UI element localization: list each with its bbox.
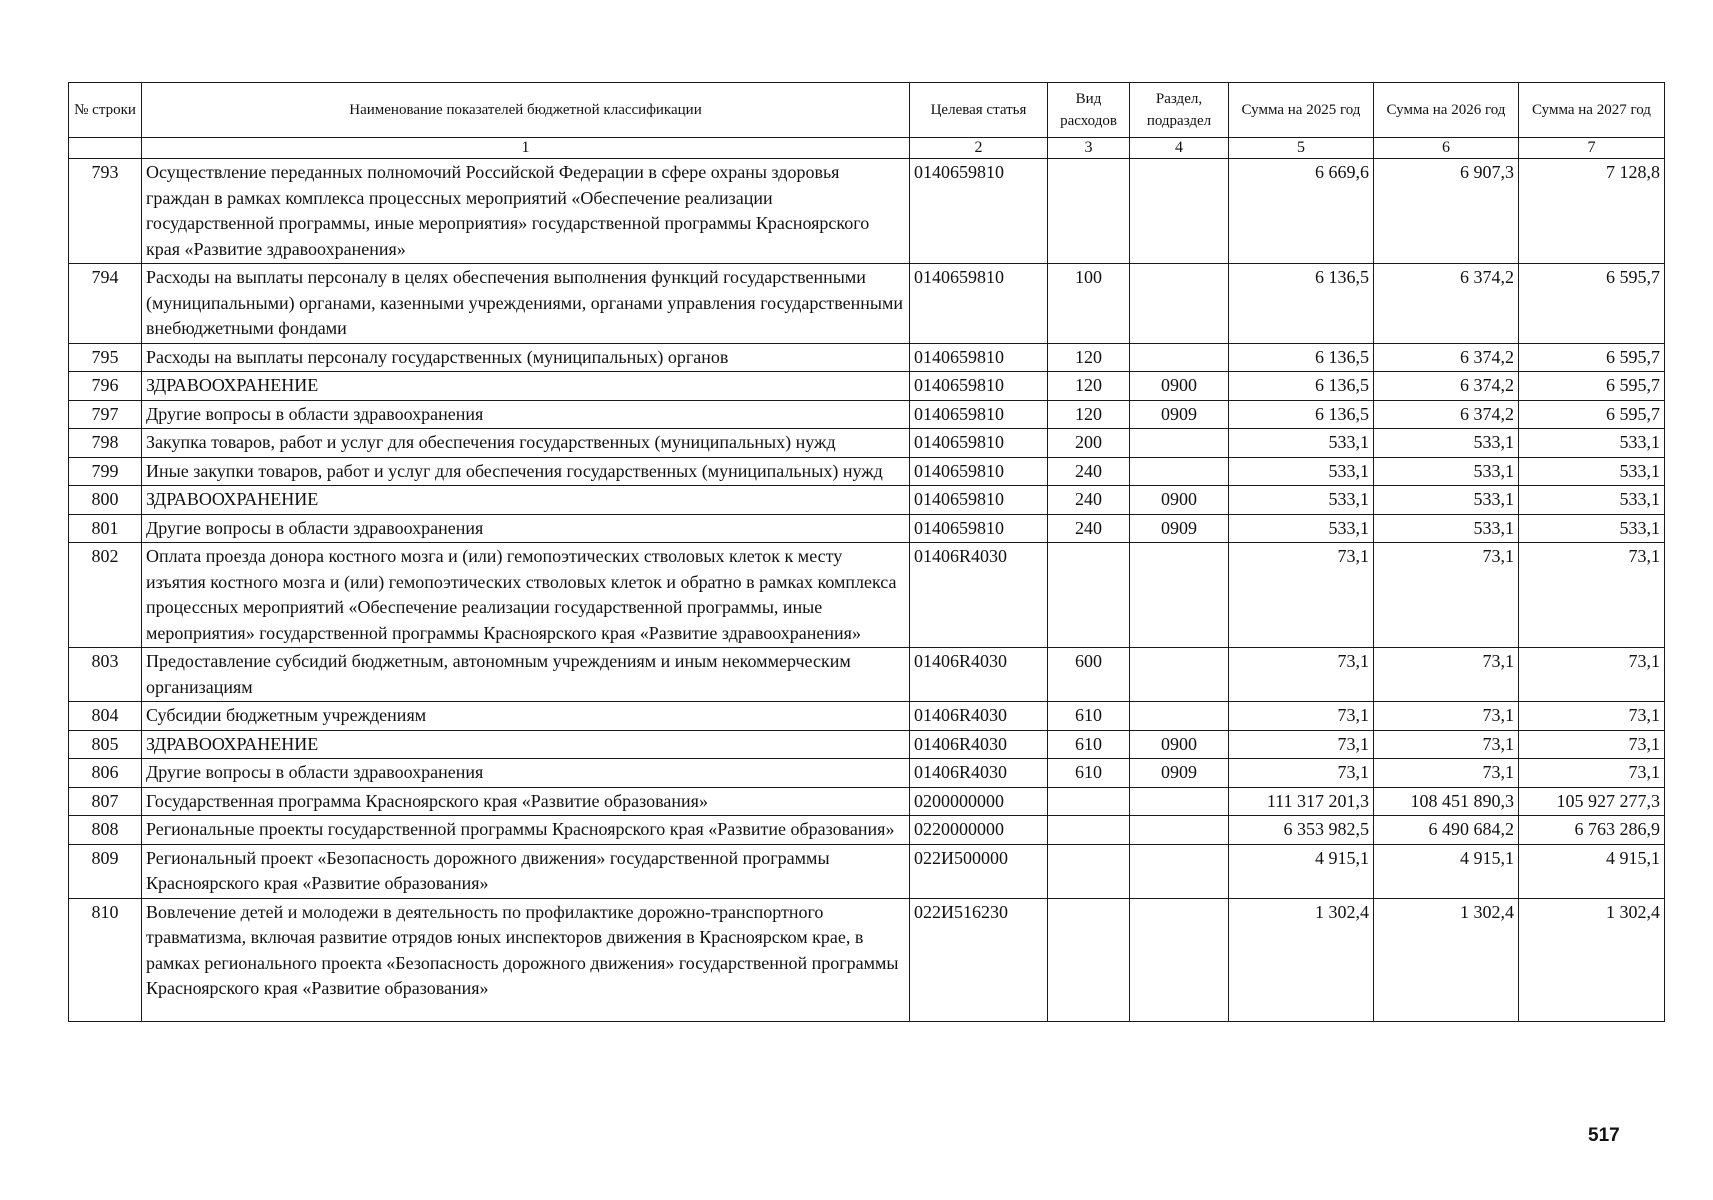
cell-sum-2026: 73,1 — [1374, 543, 1519, 648]
cell-sum-2026: 4 915,1 — [1374, 844, 1519, 898]
column-index: 6 — [1374, 138, 1519, 159]
header-sum-2027: Сумма на 2027 год — [1519, 83, 1665, 138]
cell-target-article: 01406R4030 — [910, 702, 1048, 731]
cell-indicator-name: Субсидии бюджетным учреждениям — [142, 702, 910, 731]
header-indicator-name: Наименование показателей бюджетной классификации — [142, 83, 910, 138]
cell-indicator-name: Закупка товаров, работ и услуг для обеспечения государственных (муниципальных) нужд — [142, 429, 910, 458]
filler-cell — [1130, 1003, 1229, 1022]
filler-cell — [1048, 1003, 1130, 1022]
cell-sum-2027: 6 595,7 — [1519, 400, 1665, 429]
cell-expense-type: 120 — [1048, 372, 1130, 401]
column-index: 3 — [1048, 138, 1130, 159]
cell-row-number: 794 — [69, 264, 142, 344]
cell-sum-2025: 111 317 201,3 — [1229, 787, 1374, 816]
cell-expense-type: 120 — [1048, 343, 1130, 372]
column-index-row — [69, 138, 1665, 159]
cell-sum-2027: 73,1 — [1519, 730, 1665, 759]
header-sum-2025: Сумма на 2025 год — [1229, 83, 1374, 138]
cell-sum-2027: 533,1 — [1519, 429, 1665, 458]
cell-row-number: 805 — [69, 730, 142, 759]
cell-sum-2025: 533,1 — [1229, 457, 1374, 486]
table-row — [69, 759, 1665, 788]
column-index: 1 — [142, 138, 910, 159]
table-row — [69, 457, 1665, 486]
cell-row-number: 800 — [69, 486, 142, 515]
cell-sum-2025: 6 136,5 — [1229, 372, 1374, 401]
column-index: 7 — [1519, 138, 1665, 159]
table-row — [69, 816, 1665, 845]
cell-target-article: 01406R4030 — [910, 648, 1048, 702]
cell-row-number: 808 — [69, 816, 142, 845]
cell-target-article: 0140659810 — [910, 159, 1048, 264]
table-body — [69, 159, 1665, 1022]
cell-indicator-name: Вовлечение детей и молодежи в деятельность по профилактике дорожно-транспортного травматизма, включая развитие отрядов юных инспекторов движения в Красноярском крае, в рамках регионального проекта «Безопасность дорожного движения» государственной программы Красноярского края «Развитие образования» — [142, 898, 910, 1003]
cell-target-article: 01406R4030 — [910, 759, 1048, 788]
cell-expense-type — [1048, 844, 1130, 898]
table-row — [69, 898, 1665, 1003]
cell-indicator-name: ЗДРАВООХРАНЕНИЕ — [142, 486, 910, 515]
page-number: 517 — [1588, 1125, 1620, 1146]
cell-target-article: 022И516230 — [910, 898, 1048, 1003]
cell-expense-type — [1048, 543, 1130, 648]
cell-target-article: 0140659810 — [910, 372, 1048, 401]
cell-sum-2025: 73,1 — [1229, 759, 1374, 788]
cell-sum-2026: 73,1 — [1374, 730, 1519, 759]
cell-expense-type: 100 — [1048, 264, 1130, 344]
table-row — [69, 787, 1665, 816]
table-row — [69, 543, 1665, 648]
column-index-empty — [69, 138, 142, 159]
cell-expense-type — [1048, 898, 1130, 1003]
filler-cell — [69, 1003, 142, 1022]
cell-target-article: 0140659810 — [910, 514, 1048, 543]
cell-sum-2025: 6 136,5 — [1229, 264, 1374, 344]
cell-sum-2025: 6 669,6 — [1229, 159, 1374, 264]
cell-section — [1130, 543, 1229, 648]
cell-sum-2025: 73,1 — [1229, 543, 1374, 648]
cell-sum-2026: 6 374,2 — [1374, 400, 1519, 429]
cell-target-article: 0140659810 — [910, 400, 1048, 429]
cell-target-article: 0140659810 — [910, 486, 1048, 515]
cell-sum-2027: 6 595,7 — [1519, 372, 1665, 401]
cell-expense-type — [1048, 787, 1130, 816]
cell-target-article: 0200000000 — [910, 787, 1048, 816]
cell-expense-type: 610 — [1048, 730, 1130, 759]
cell-sum-2027: 73,1 — [1519, 702, 1665, 731]
filler-cell — [142, 1003, 910, 1022]
cell-row-number: 799 — [69, 457, 142, 486]
cell-section: 0909 — [1130, 514, 1229, 543]
cell-sum-2025: 533,1 — [1229, 429, 1374, 458]
cell-sum-2026: 533,1 — [1374, 514, 1519, 543]
cell-sum-2027: 6 763 286,9 — [1519, 816, 1665, 845]
cell-row-number: 798 — [69, 429, 142, 458]
cell-sum-2027: 7 128,8 — [1519, 159, 1665, 264]
cell-sum-2026: 73,1 — [1374, 702, 1519, 731]
cell-sum-2027: 73,1 — [1519, 543, 1665, 648]
cell-sum-2026: 73,1 — [1374, 648, 1519, 702]
budget-table-container — [68, 82, 1665, 1022]
cell-sum-2027: 6 595,7 — [1519, 264, 1665, 344]
cell-target-article: 01406R4030 — [910, 543, 1048, 648]
cell-expense-type: 240 — [1048, 457, 1130, 486]
cell-expense-type: 120 — [1048, 400, 1130, 429]
cell-expense-type — [1048, 159, 1130, 264]
cell-indicator-name: Другие вопросы в области здравоохранения — [142, 514, 910, 543]
cell-section — [1130, 844, 1229, 898]
cell-target-article: 0140659810 — [910, 457, 1048, 486]
cell-sum-2026: 6 907,3 — [1374, 159, 1519, 264]
cell-sum-2026: 1 302,4 — [1374, 898, 1519, 1003]
cell-section — [1130, 264, 1229, 344]
cell-row-number: 795 — [69, 343, 142, 372]
cell-sum-2026: 533,1 — [1374, 429, 1519, 458]
cell-section — [1130, 816, 1229, 845]
cell-indicator-name: Региональный проект «Безопасность дорожного движения» государственной программы Красноярского края «Развитие образования» — [142, 844, 910, 898]
column-index: 4 — [1130, 138, 1229, 159]
cell-sum-2026: 108 451 890,3 — [1374, 787, 1519, 816]
column-index: 5 — [1229, 138, 1374, 159]
cell-section: 0909 — [1130, 759, 1229, 788]
cell-sum-2027: 1 302,4 — [1519, 898, 1665, 1003]
header-row-number: № строки — [69, 83, 142, 138]
cell-indicator-name: Другие вопросы в области здравоохранения — [142, 400, 910, 429]
cell-sum-2027: 533,1 — [1519, 486, 1665, 515]
cell-expense-type — [1048, 816, 1130, 845]
cell-row-number: 810 — [69, 898, 142, 1003]
cell-section — [1130, 787, 1229, 816]
cell-row-number: 793 — [69, 159, 142, 264]
header-sum-2026: Сумма на 2026 год — [1374, 83, 1519, 138]
cell-indicator-name: Государственная программа Красноярского края «Развитие образования» — [142, 787, 910, 816]
table-row — [69, 159, 1665, 264]
cell-section — [1130, 343, 1229, 372]
cell-section — [1130, 429, 1229, 458]
cell-row-number: 802 — [69, 543, 142, 648]
filler-cell — [1519, 1003, 1665, 1022]
cell-section — [1130, 648, 1229, 702]
table-row — [69, 486, 1665, 515]
cell-expense-type: 610 — [1048, 702, 1130, 731]
filler-cell — [1229, 1003, 1374, 1022]
cell-expense-type: 200 — [1048, 429, 1130, 458]
cell-row-number: 796 — [69, 372, 142, 401]
cell-section: 0900 — [1130, 372, 1229, 401]
table-row — [69, 730, 1665, 759]
cell-row-number: 797 — [69, 400, 142, 429]
cell-indicator-name: Иные закупки товаров, работ и услуг для обеспечения государственных (муниципальных) нужд — [142, 457, 910, 486]
cell-row-number: 809 — [69, 844, 142, 898]
cell-section: 0909 — [1130, 400, 1229, 429]
header-section: Раздел, подраздел — [1130, 83, 1229, 138]
cell-sum-2025: 1 302,4 — [1229, 898, 1374, 1003]
cell-target-article: 0220000000 — [910, 816, 1048, 845]
table-row — [69, 343, 1665, 372]
cell-sum-2025: 6 136,5 — [1229, 343, 1374, 372]
cell-section: 0900 — [1130, 486, 1229, 515]
filler-cell — [910, 1003, 1048, 1022]
cell-sum-2027: 6 595,7 — [1519, 343, 1665, 372]
cell-indicator-name: Региональные проекты государственной программы Красноярского края «Развитие образования» — [142, 816, 910, 845]
cell-expense-type: 600 — [1048, 648, 1130, 702]
cell-indicator-name: Расходы на выплаты персоналу в целях обеспечения выполнения функций государственными (муниципальными) органами, казенными учреждениями, органами управления государственными внебюджетными фондами — [142, 264, 910, 344]
cell-section — [1130, 159, 1229, 264]
cell-expense-type: 240 — [1048, 514, 1130, 543]
cell-indicator-name: Оплата проезда донора костного мозга и (или) гемопоэтических стволовых клеток к месту изъятия костного мозга и (или) гемопоэтических стволовых клеток и обратно в рамках комплекса процессных мероприятий «Обеспечение реализации государственной программы, иные мероприятия» государственной программы Красноярского края «Развитие здравоохранения» — [142, 543, 910, 648]
cell-sum-2026: 6 374,2 — [1374, 264, 1519, 344]
cell-indicator-name: Другие вопросы в области здравоохранения — [142, 759, 910, 788]
cell-sum-2026: 73,1 — [1374, 759, 1519, 788]
cell-expense-type: 240 — [1048, 486, 1130, 515]
cell-row-number: 806 — [69, 759, 142, 788]
table-row — [69, 372, 1665, 401]
header-expense-type: Вид расходов — [1048, 83, 1130, 138]
cell-indicator-name: Расходы на выплаты персоналу государственных (муниципальных) органов — [142, 343, 910, 372]
cell-sum-2027: 73,1 — [1519, 759, 1665, 788]
cell-sum-2027: 4 915,1 — [1519, 844, 1665, 898]
cell-section — [1130, 702, 1229, 731]
cell-target-article: 01406R4030 — [910, 730, 1048, 759]
cell-target-article: 0140659810 — [910, 429, 1048, 458]
cell-section: 0900 — [1130, 730, 1229, 759]
cell-section — [1130, 457, 1229, 486]
table-row — [69, 429, 1665, 458]
header-row — [69, 83, 1665, 138]
cell-row-number: 807 — [69, 787, 142, 816]
cell-sum-2026: 6 374,2 — [1374, 343, 1519, 372]
table-row — [69, 844, 1665, 898]
column-index: 2 — [910, 138, 1048, 159]
cell-sum-2027: 73,1 — [1519, 648, 1665, 702]
cell-section — [1130, 898, 1229, 1003]
cell-target-article: 022И500000 — [910, 844, 1048, 898]
table-row — [69, 400, 1665, 429]
cell-target-article: 0140659810 — [910, 264, 1048, 344]
cell-row-number: 803 — [69, 648, 142, 702]
cell-sum-2026: 533,1 — [1374, 486, 1519, 515]
budget-table — [68, 82, 1665, 1022]
cell-row-number: 801 — [69, 514, 142, 543]
cell-sum-2025: 6 353 982,5 — [1229, 816, 1374, 845]
cell-sum-2027: 533,1 — [1519, 514, 1665, 543]
cell-sum-2025: 73,1 — [1229, 702, 1374, 731]
filler-cell — [1374, 1003, 1519, 1022]
cell-sum-2025: 73,1 — [1229, 730, 1374, 759]
cell-sum-2025: 533,1 — [1229, 486, 1374, 515]
cell-sum-2025: 4 915,1 — [1229, 844, 1374, 898]
cell-sum-2026: 533,1 — [1374, 457, 1519, 486]
cell-sum-2026: 6 490 684,2 — [1374, 816, 1519, 845]
header-target-article: Целевая статья — [910, 83, 1048, 138]
cell-sum-2026: 6 374,2 — [1374, 372, 1519, 401]
table-row — [69, 264, 1665, 344]
cell-sum-2025: 73,1 — [1229, 648, 1374, 702]
cell-row-number: 804 — [69, 702, 142, 731]
table-row — [69, 702, 1665, 731]
table-row-filler — [69, 1003, 1665, 1022]
cell-sum-2025: 533,1 — [1229, 514, 1374, 543]
cell-sum-2027: 533,1 — [1519, 457, 1665, 486]
table-row — [69, 514, 1665, 543]
cell-indicator-name: Предоставление субсидий бюджетным, автономным учреждениям и иным некоммерческим организациям — [142, 648, 910, 702]
cell-indicator-name: ЗДРАВООХРАНЕНИЕ — [142, 372, 910, 401]
cell-indicator-name: ЗДРАВООХРАНЕНИЕ — [142, 730, 910, 759]
cell-sum-2027: 105 927 277,3 — [1519, 787, 1665, 816]
cell-target-article: 0140659810 — [910, 343, 1048, 372]
cell-indicator-name: Осуществление переданных полномочий Российской Федерации в сфере охраны здоровья граждан в рамках комплекса процессных мероприятий «Обеспечение реализации государственной программы, иные мероприятия» государственной программы Красноярского края «Развитие здравоохранения» — [142, 159, 910, 264]
table-row — [69, 648, 1665, 702]
cell-expense-type: 610 — [1048, 759, 1130, 788]
cell-sum-2025: 6 136,5 — [1229, 400, 1374, 429]
